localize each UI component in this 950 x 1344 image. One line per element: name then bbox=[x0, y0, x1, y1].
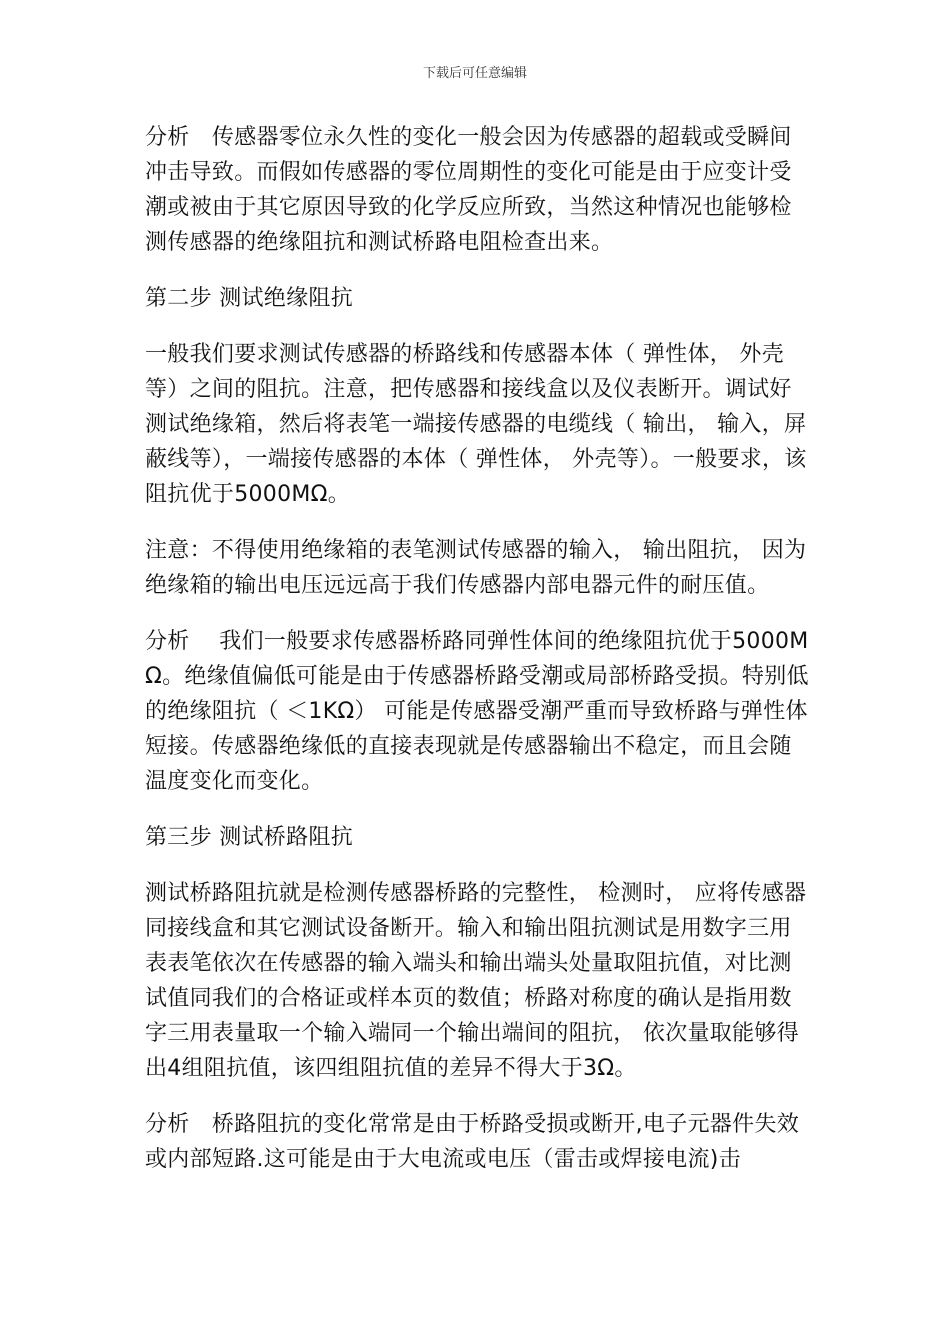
paragraph-analysis-insulation: 分析 我们一般要求传感器桥路同弹性体间的绝缘阻抗优于5000MΩ。绝缘值偏低可能是由于传感器桥路受潮或局部桥路受损。特别低的绝缘阻抗（ ＜1KΩ） 可能是传感器受潮严重而导致桥路与弹性体短接。传感器绝缘低的直接表现就是传感器输出不稳定，而且会随温度变化而变化。 bbox=[145, 629, 809, 794]
paragraph-bridge-impedance-test: 测试桥路阻抗就是检测传感器桥路的完整性， 检测时， 应将传感器同接线盒和其它测试设备断开。输入和输出阻抗测试是用数字三用表表笔依次在传感器的输入端头和输出端头处量取阻抗值，对比测试值同我们的合格证或样本页的数值；桥路对称度的确认是指用数字三用表量取一个输入端同一个输出端间的阻抗， 依次量取能够得出4组阻抗值，该四组阻抗值的差异不得大于3Ω。 bbox=[145, 881, 807, 1081]
document-body bbox=[145, 120, 810, 1198]
page-header: 下载后可任意编辑 bbox=[422, 66, 527, 81]
paragraph-insulation-note: 注意：不得使用绝缘箱的表笔测试传感器的输入， 输出阻抗， 因为绝缘箱的输出电压远远高于我们传感器内部电器元件的耐压值。 bbox=[145, 538, 807, 598]
paragraph-analysis-bridge: 分析 桥路阻抗的变化常常是由于桥路受损或断开,电子元器件失效或内部短路.这可能是由于大电流或电压（雷击或焊接电流)击 bbox=[145, 1112, 799, 1172]
section-heading-step-three: 第三步 测试桥路阻抗 bbox=[145, 825, 353, 850]
section-heading-step-two: 第二步 测试绝缘阻抗 bbox=[145, 286, 353, 311]
paragraph-insulation-test: 一般我们要求测试传感器的桥路线和传感器本体（ 弹性体， 外壳等）之间的阻抗。注意，把传感器和接线盒以及仪表断开。调试好测试绝缘箱，然后将表笔一端接传感器的电缆线（ 输出， 输入，屏蔽线等），一端接传感器的本体（ 弹性体， 外壳等）。一般要求，该阻抗优于5000MΩ。 bbox=[145, 342, 807, 507]
paragraph-analysis-zero-drift: 分析 传感器零位永久性的变化一般会因为传感器的超载或受瞬间冲击导致。而假如传感器的零位周期性的变化可能是由于应变计受潮或被由于其它原因导致的化学反应所致，当然这种情况也能够检测传感器的绝缘阻抗和测试桥路电阻检查出来。 bbox=[145, 125, 792, 255]
